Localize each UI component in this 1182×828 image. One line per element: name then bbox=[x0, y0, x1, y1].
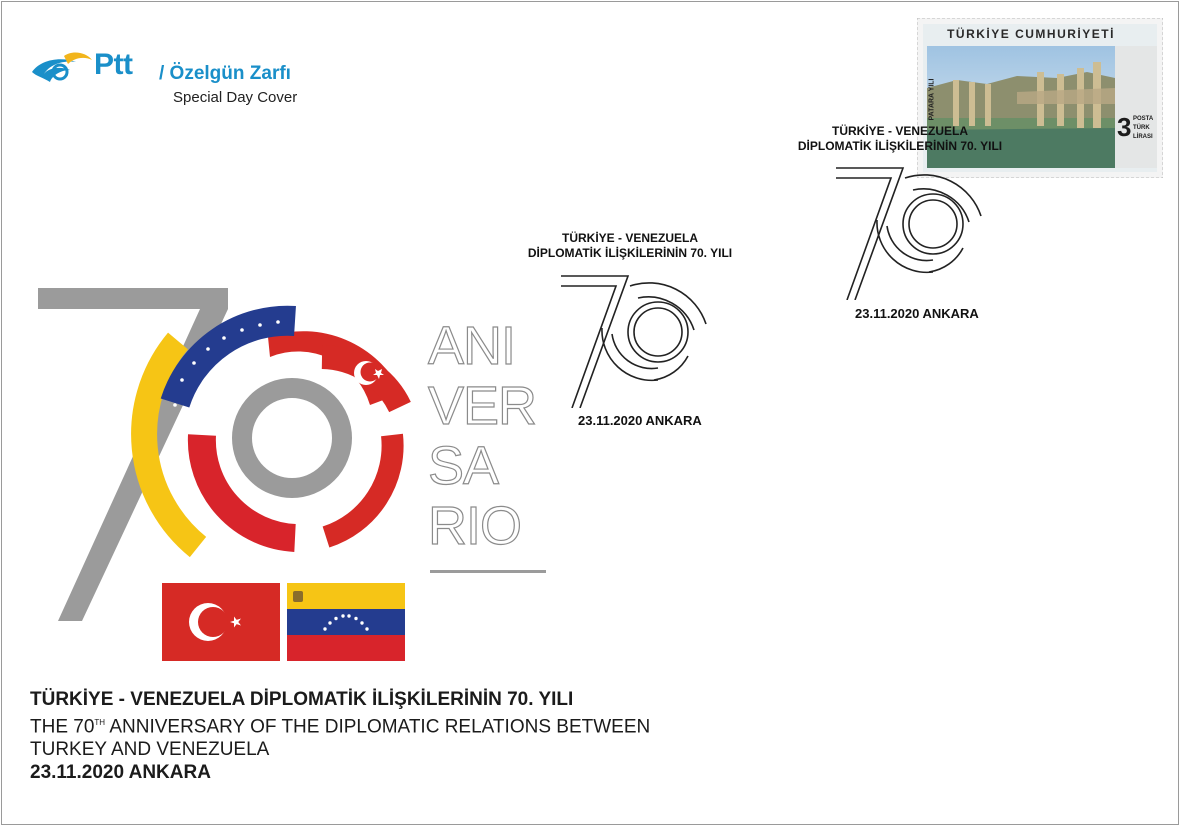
seventy-anniversary-emblem bbox=[30, 285, 420, 625]
cover-type-title: / Özelgün Zarfı bbox=[159, 63, 291, 84]
postage-stamp bbox=[917, 18, 1163, 178]
caption-title-en bbox=[30, 711, 650, 738]
aniversario-underline bbox=[430, 570, 546, 573]
ptt-bird-icon bbox=[30, 48, 94, 88]
postmark-2-emblem bbox=[833, 160, 993, 300]
caption-en-prefix: THE 70 bbox=[30, 716, 95, 738]
caption-en-superscript: TH bbox=[94, 718, 106, 727]
postmark-1-emblem bbox=[558, 268, 718, 408]
ptt-brand-name: Ptt bbox=[94, 48, 133, 81]
aniversario-line-2: VER bbox=[428, 376, 537, 436]
postmark-1-line1: TÜRKİYE - VENEZUELA bbox=[561, 231, 698, 245]
caption-title-tr: TÜRKİYE - VENEZUELA DİPLOMATİK İLİŞKİLERİNİN 70. YILI bbox=[30, 689, 574, 710]
stamp-currency-bot: LİRASI bbox=[1133, 134, 1153, 140]
stamp-country: TÜRKİYE CUMHURİYETİ bbox=[947, 27, 1115, 41]
stamp-currency-top: POSTA bbox=[1133, 116, 1154, 122]
aniversario-wordmark bbox=[428, 316, 536, 556]
caption-title-en-2: TURKEY AND VENEZUELA bbox=[30, 739, 270, 761]
postmark-2-line2: DİPLOMATİK İLİŞKİLERİNİN 70. YILI bbox=[797, 139, 1003, 153]
aniversario-line-1: ANI bbox=[428, 316, 516, 376]
stamp-currency-mid: TÜRK bbox=[1133, 125, 1150, 131]
postmark-2-date: 23.11.2020 ANKARA bbox=[855, 306, 979, 321]
caption-en-suffix: ANNIVERSARY OF THE DIPLOMATIC RELATIONS BETWEEN bbox=[105, 716, 651, 738]
venezuela-flag bbox=[287, 583, 405, 661]
postmark-1-date: 23.11.2020 ANKARA bbox=[578, 413, 702, 428]
caption-date-place: 23.11.2020 ANKARA bbox=[30, 762, 211, 784]
postmark-1-line2: DİPLOMATİK İLİŞKİLERİNİN 70. YILI bbox=[527, 246, 733, 260]
cover-caption bbox=[30, 688, 650, 784]
turkey-flag bbox=[162, 583, 280, 661]
cover-type-subtitle: Special Day Cover bbox=[173, 89, 298, 106]
stamp-place: PATARA YILI bbox=[928, 78, 936, 121]
aniversario-line-4: RIO bbox=[428, 496, 522, 556]
stamp-value: 3 bbox=[1117, 112, 1132, 142]
postmark-2-line1: TÜRKİYE - VENEZUELA bbox=[831, 124, 968, 138]
aniversario-line-3: SA bbox=[428, 436, 499, 496]
